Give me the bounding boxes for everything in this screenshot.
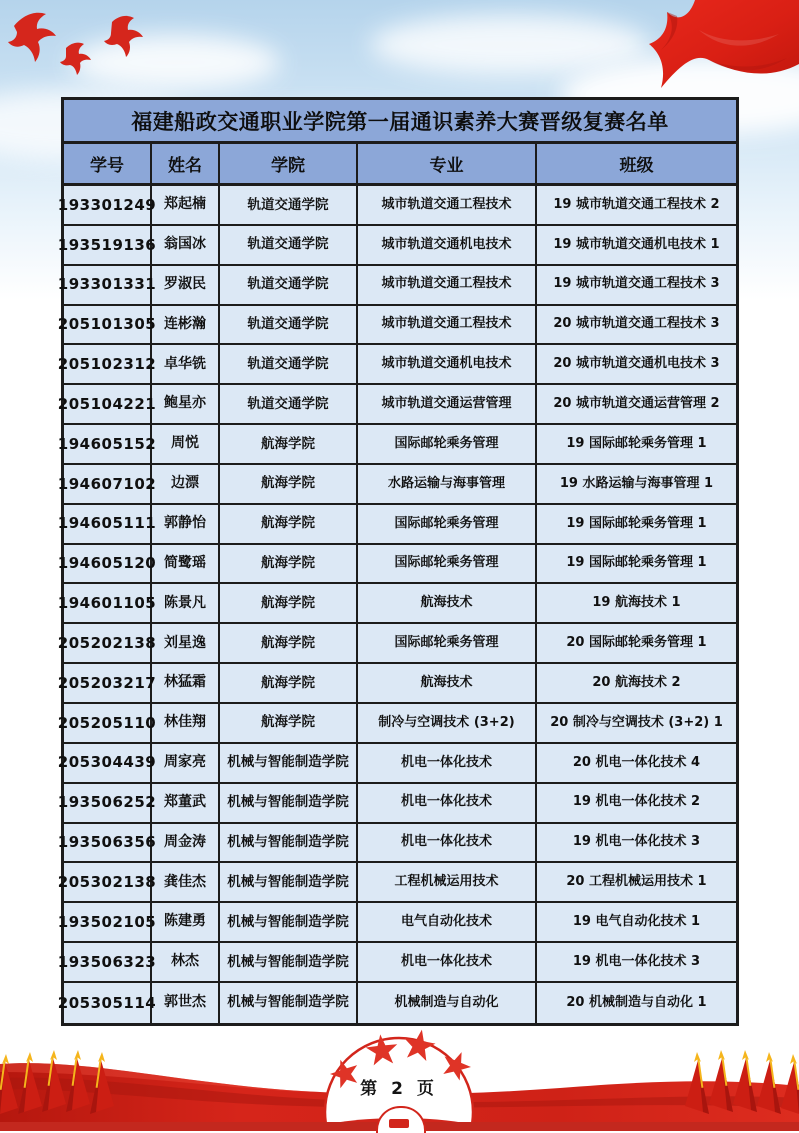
red-flag-icon	[609, 0, 799, 105]
cell-major: 水路运输与海事管理	[358, 465, 537, 503]
cell-class: 20 航海技术 2	[592, 674, 681, 690]
cell-student-id: 194607102	[64, 465, 152, 503]
table-row	[57, 545, 736, 585]
cell-major: 城市轨道交通运营管理	[358, 385, 537, 423]
cell-class: 20 制冷与空调技术 (3+2) 1	[550, 714, 723, 730]
cell-student-id: 205304439	[64, 744, 152, 782]
cell-name: 龚佳杰	[152, 863, 220, 901]
cell-major: 城市轨道交通机电技术	[358, 226, 537, 264]
cell-name: 翁国冰	[152, 226, 220, 264]
cell-student-id: 194601105	[64, 584, 152, 622]
cell-class: 19 航海技术 1	[592, 595, 681, 611]
cell-college: 航海学院	[220, 465, 358, 503]
cell-major: 机电一体化技术	[358, 744, 537, 782]
cell-major: 城市轨道交通工程技术	[358, 186, 537, 224]
cell-college: 轨道交通学院	[220, 226, 358, 264]
cell-college: 机械与智能制造学院	[220, 903, 358, 941]
cell-class: 19 城市轨道交通机电技术 1	[553, 236, 720, 252]
table-row	[57, 584, 736, 624]
table-row	[57, 465, 736, 505]
cell-name: 周金涛	[152, 824, 220, 862]
cell-student-id: 193519136	[64, 226, 152, 264]
cell-class: 20 国际邮轮乘务管理 1	[566, 635, 707, 651]
cell-student-id: 193301331	[64, 266, 152, 304]
cell-college: 机械与智能制造学院	[220, 863, 358, 901]
cell-student-id: 193506356	[64, 824, 152, 862]
cell-class: 20 城市轨道交通机电技术 3	[553, 356, 720, 372]
cell-major: 制冷与空调技术 (3+2)	[358, 704, 537, 742]
page-title: 福建船政交通职业学院第一届通识素养大赛晋级复赛名单	[64, 100, 736, 144]
table-row	[57, 903, 736, 943]
cell-major: 机电一体化技术	[358, 784, 537, 822]
cell-major: 国际邮轮乘务管理	[358, 545, 537, 583]
cell-name: 郑董武	[152, 784, 220, 822]
cell-student-id: 193301249	[64, 186, 152, 224]
cell-class: 20 机械制造与自动化 1	[566, 994, 707, 1010]
cell-college: 机械与智能制造学院	[220, 744, 358, 782]
cell-student-id: 205102312	[64, 345, 152, 383]
cell-major: 电气自动化技术	[358, 903, 537, 941]
cell-class: 20 城市轨道交通运营管理 2	[553, 395, 720, 411]
cell-name: 林猛霜	[152, 664, 220, 702]
cell-name: 卓华铣	[152, 345, 220, 383]
cell-student-id: 205101305	[64, 306, 152, 344]
cell-name: 简鹭瑶	[152, 545, 220, 583]
table-row	[57, 505, 736, 545]
cell-college: 轨道交通学院	[220, 345, 358, 383]
cell-class: 19 国际邮轮乘务管理 1	[566, 515, 707, 531]
cell-name: 郭静怡	[152, 505, 220, 543]
cell-class: 19 水路运输与海事管理 1	[559, 475, 714, 491]
cell-name: 边漂	[152, 465, 220, 503]
cell-student-id: 194605111	[64, 505, 152, 543]
cell-college: 机械与智能制造学院	[220, 824, 358, 862]
cell-college: 航海学院	[220, 545, 358, 583]
cell-college: 轨道交通学院	[220, 266, 358, 304]
cell-major: 城市轨道交通机电技术	[358, 345, 537, 383]
cell-student-id: 205302138	[64, 863, 152, 901]
cell-major: 机电一体化技术	[358, 824, 537, 862]
cell-class: 20 工程机械运用技术 1	[566, 874, 707, 890]
cell-class: 19 城市轨道交通工程技术 2	[553, 196, 720, 212]
cell-class: 19 国际邮轮乘务管理 1	[566, 435, 707, 451]
cell-major: 国际邮轮乘务管理	[358, 505, 537, 543]
cell-name: 罗淑民	[152, 266, 220, 304]
cell-college: 航海学院	[220, 704, 358, 742]
cell-class: 20 机电一体化技术 4	[572, 754, 701, 770]
table-row	[57, 704, 736, 744]
cell-name: 刘星逸	[152, 624, 220, 662]
column-header-name: 姓名	[152, 144, 220, 183]
cell-name: 林杰	[152, 943, 220, 981]
cell-college: 航海学院	[220, 664, 358, 702]
cell-class: 19 电气自动化技术 1	[572, 913, 701, 929]
column-header-major: 专业	[358, 144, 537, 183]
cell-class: 20 城市轨道交通工程技术 3	[553, 316, 720, 332]
cell-college: 机械与智能制造学院	[220, 784, 358, 822]
cell-student-id: 194605152	[64, 425, 152, 463]
cell-name: 陈建勇	[152, 903, 220, 941]
table-row	[57, 385, 736, 425]
cell-name: 郭世杰	[152, 983, 220, 1023]
cell-name: 鲍星亦	[152, 385, 220, 423]
cell-student-id: 205305114	[64, 983, 152, 1023]
table-header-row	[64, 144, 736, 186]
ribbon-emblem-icon	[389, 1119, 409, 1128]
cell-student-id: 205203217	[64, 664, 152, 702]
cell-major: 机械制造与自动化	[358, 983, 537, 1023]
table-row	[57, 345, 736, 385]
table-row	[57, 824, 736, 864]
cell-name: 连彬瀚	[152, 306, 220, 344]
cell-class: 19 城市轨道交通工程技术 3	[553, 276, 720, 292]
cell-student-id: 193506323	[64, 943, 152, 981]
cell-student-id: 205104221	[64, 385, 152, 423]
table-row	[57, 943, 736, 983]
cell-major: 城市轨道交通工程技术	[358, 266, 537, 304]
cell-class: 19 国际邮轮乘务管理 1	[566, 555, 707, 571]
cell-major: 航海技术	[358, 664, 537, 702]
cell-college: 轨道交通学院	[220, 306, 358, 344]
cell-name: 周家亮	[152, 744, 220, 782]
column-header-college: 学院	[220, 144, 358, 183]
table-row	[57, 306, 736, 346]
table-row	[57, 664, 736, 704]
table-row	[57, 226, 736, 266]
column-header-student-id: 学号	[64, 144, 152, 183]
cell-student-id: 205202138	[64, 624, 152, 662]
cell-student-id: 193506252	[64, 784, 152, 822]
cell-college: 航海学院	[220, 624, 358, 662]
cell-college: 航海学院	[220, 584, 358, 622]
roster-table	[57, 97, 739, 1026]
page-number: 第 2 页	[360, 1079, 438, 1099]
cell-major: 城市轨道交通工程技术	[358, 306, 537, 344]
cell-major: 机电一体化技术	[358, 943, 537, 981]
table-body	[57, 186, 736, 1023]
cell-class: 19 机电一体化技术 3	[572, 953, 701, 969]
table-row	[57, 266, 736, 306]
cell-major: 工程机械运用技术	[358, 863, 537, 901]
cell-name: 林佳翔	[152, 704, 220, 742]
cell-student-id: 193502105	[64, 903, 152, 941]
table-row	[57, 784, 736, 824]
cell-name: 郑起楠	[152, 186, 220, 224]
cell-class: 19 机电一体化技术 3	[572, 834, 701, 850]
cell-college: 轨道交通学院	[220, 385, 358, 423]
cell-name: 周悦	[152, 425, 220, 463]
cell-major: 国际邮轮乘务管理	[358, 425, 537, 463]
table-row	[57, 186, 736, 226]
cell-college: 航海学院	[220, 425, 358, 463]
column-header-class: 班级	[619, 156, 654, 176]
cell-student-id: 194605120	[64, 545, 152, 583]
cell-name: 陈景凡	[152, 584, 220, 622]
cell-major: 国际邮轮乘务管理	[358, 624, 537, 662]
cell-class: 19 机电一体化技术 2	[572, 794, 701, 810]
table-row	[57, 863, 736, 903]
cell-college: 航海学院	[220, 505, 358, 543]
table-row	[57, 624, 736, 664]
cell-college: 机械与智能制造学院	[220, 983, 358, 1023]
table-row	[57, 425, 736, 465]
table-row	[57, 744, 736, 784]
cell-student-id: 205205110	[64, 704, 152, 742]
cell-college: 轨道交通学院	[220, 186, 358, 224]
cell-college: 机械与智能制造学院	[220, 943, 358, 981]
cell-major: 航海技术	[358, 584, 537, 622]
doves-icon	[8, 8, 168, 78]
